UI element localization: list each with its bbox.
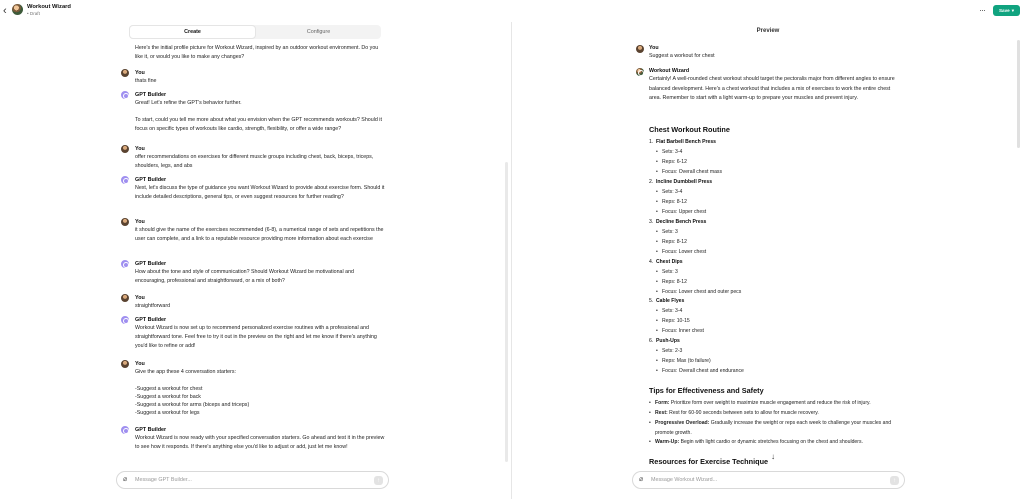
exercise-detail: • Focus: Lower chest [662, 249, 706, 255]
exercise-detail: • Sets: 3-4 [662, 308, 682, 314]
message-sender: You [135, 295, 145, 301]
exercise-title: 3. Decline Bench Press [649, 219, 707, 225]
user-message-text: Suggest a workout for chest [649, 53, 715, 59]
message-sender: You [135, 70, 145, 76]
exercise-detail: • Sets: 3 [662, 229, 678, 235]
message-sender: GPT Builder [135, 92, 167, 98]
save-button-label: Save [998, 8, 1010, 13]
exercise-title: 2. Incline Dumbbell Press [649, 179, 713, 185]
message-text: How about the tone and style of communication? Should Workout Wizard be motivational and encouraging, professional and straightforward, or a mix of both? [135, 269, 354, 284]
exercise-detail: • Reps: 8-12 [662, 279, 687, 285]
exercise-detail: • Reps: Max (to failure) [662, 358, 711, 364]
send-button[interactable]: ↑ [374, 476, 383, 485]
tab-configure[interactable]: Configure [306, 29, 331, 35]
exercise-detail: • Focus: Overall chest mass [662, 169, 722, 175]
message-sender: You [135, 361, 145, 367]
workout-wizard-avatar [636, 68, 644, 76]
message-text: Next, let's discuss the type of guidance you want Workout Wizard to provide about exercise form. Should it include detailed descriptions, general tips, or even suggest resources for further reading? [135, 185, 385, 200]
exercise-title: 6. Push-Ups [649, 338, 680, 344]
exercise-detail: • Focus: Upper chest [662, 209, 706, 215]
send-button[interactable]: ↑ [890, 476, 899, 485]
gpt-builder-avatar [121, 91, 129, 99]
exercise-detail: • Reps: 10-15 [662, 318, 690, 324]
preview-composer [632, 471, 905, 489]
message-sender: You [135, 146, 145, 152]
message-sender: GPT Builder [135, 177, 167, 183]
message-text: Great! Let's refine the GPT's behavior further. [135, 100, 242, 106]
exercise-title: 1. Flat Barbell Bench Press [649, 139, 717, 145]
exercise-detail: • Sets: 3 [662, 269, 678, 275]
exercise-detail: • Reps: 8-12 [662, 239, 687, 245]
builder-panel [0, 22, 511, 499]
back-arrow-icon[interactable]: ‹ [3, 5, 7, 17]
gpt-title: Workout Wizard [27, 4, 71, 10]
exercise-detail: • Sets: 3-4 [662, 149, 682, 155]
message-line: -Suggest a workout for back [135, 394, 201, 400]
builder-tabs [129, 25, 381, 39]
scroll-down-icon[interactable]: ↓ [771, 452, 775, 461]
message-sender: GPT Builder [135, 427, 167, 433]
preview-title: Preview [756, 28, 780, 34]
message-text: straightforward [135, 303, 171, 309]
routine-heading: Chest Workout Routine [649, 125, 730, 134]
message-text: thats fine [135, 78, 157, 84]
gpt-builder-avatar [121, 316, 129, 324]
intro-message: Here's the initial profile picture for Workout Wizard, inspired by an outdoor workout environment. Do you like it, or would you like to make any changes? [135, 45, 379, 60]
user-avatar [121, 145, 129, 153]
tip-item: • Rest: Rest for 60-90 seconds between sets to allow for muscle recovery. [649, 409, 911, 419]
message-line: -Suggest a workout for arms (biceps and triceps) [135, 402, 250, 408]
tips-heading: Tips for Effectiveness and Safety [649, 386, 764, 395]
exercise-detail: • Focus: Overall chest and endurance [662, 368, 744, 374]
message-sender: GPT Builder [135, 261, 167, 267]
exercise-detail: • Reps: 8-12 [662, 199, 687, 205]
gpt-builder-avatar [121, 426, 129, 434]
builder-composer [116, 471, 389, 489]
message-text: Workout Wizard is now ready with your specified conversation starters. Go ahead and test it in the preview to see how it responds. If there's anything else you'd like to adjust or add, just let me know! [135, 435, 385, 450]
message-sender: GPT Builder [135, 317, 167, 323]
message-line: -Suggest a workout for legs [135, 410, 200, 416]
tip-item: • Progressive Overload: Gradually increase the weight or reps each week to challenge your muscles and promote growth. [649, 419, 911, 439]
chevron-down-icon: ▾ [1011, 7, 1015, 13]
exercise-detail: • Focus: Inner chest [662, 328, 704, 334]
attach-icon[interactable]: ⌀ [123, 476, 128, 483]
user-avatar [121, 294, 129, 302]
message-text: Workout Wizard is now set up to recommend personalized exercise routines with a professional and straightforward tone. Feel free to try it out in the preview on the right and let me know if there's anything you'd like to refine or add! [135, 325, 377, 349]
message-sender: You [135, 219, 145, 225]
tab-create[interactable]: Create [129, 25, 256, 39]
tip-item: • Form: Prioritize form over weight to maximize muscle engagement and reduce the risk of injury. [649, 399, 911, 409]
gpt-builder-avatar [121, 176, 129, 184]
exercise-detail: • Focus: Lower chest and outer pecs [662, 289, 741, 295]
exercise-title: 4. Chest Dips [649, 259, 683, 265]
more-options-icon[interactable]: ··· [979, 5, 985, 15]
message-text: To start, could you tell me more about what you envision when the GPT recommends workouts? Should it focus on specific types of workouts like cardio, strength, flexibility, or offer a wide range? [135, 117, 382, 132]
builder-message-input[interactable] [135, 475, 355, 485]
message-sender: You [649, 45, 659, 51]
gpt-builder-avatar [121, 260, 129, 268]
save-button[interactable] [993, 5, 1020, 16]
gpt-avatar [12, 4, 23, 15]
preview-message-input[interactable] [651, 475, 871, 485]
exercise-detail: • Reps: 6-12 [662, 159, 687, 165]
message-text: offer recommendations on exercises for different muscle groups including chest, back, biceps, triceps, shoulders, legs, and abs [135, 154, 374, 169]
draft-status: • Draft [27, 11, 40, 16]
resources-heading: Resources for Exercise Technique [649, 457, 769, 466]
message-line: -Suggest a workout for chest [135, 386, 203, 392]
exercise-detail: • Sets: 2-3 [662, 348, 682, 354]
tip-item: • Warm-Up: Begin with light cardio or dynamic stretches focusing on the chest and shoulders. [649, 438, 911, 448]
user-avatar [121, 218, 129, 226]
exercise-title: 5. Cable Flyes [649, 298, 685, 304]
bot-intro-text: Certainly! A well-rounded chest workout should target the pectoralis major from different angles to ensure balanced development. Here's a chest workout that includes a mix of exercises to work the entire chest area. Remember to start with a light warm-up to prepare your muscles and prevent injury. [649, 76, 895, 102]
user-avatar [121, 69, 129, 77]
attach-icon[interactable]: ⌀ [639, 476, 644, 483]
message-text: it should give the name of the exercises recommended (6-8), a numerical range of sets and repetitions the user can complete, and a link to a reputable resource providing more information about each exercise [135, 227, 384, 242]
builder-scrollbar[interactable] [505, 162, 508, 462]
user-avatar [636, 45, 644, 53]
message-sender: Workout Wizard [649, 68, 690, 74]
exercise-detail: • Sets: 3-4 [662, 189, 682, 195]
user-avatar [121, 360, 129, 368]
message-text: Give the app these 4 conversation starters: [135, 369, 236, 375]
top-bar [0, 0, 1024, 22]
preview-scrollbar[interactable] [1017, 40, 1020, 148]
preview-panel [512, 22, 1024, 499]
